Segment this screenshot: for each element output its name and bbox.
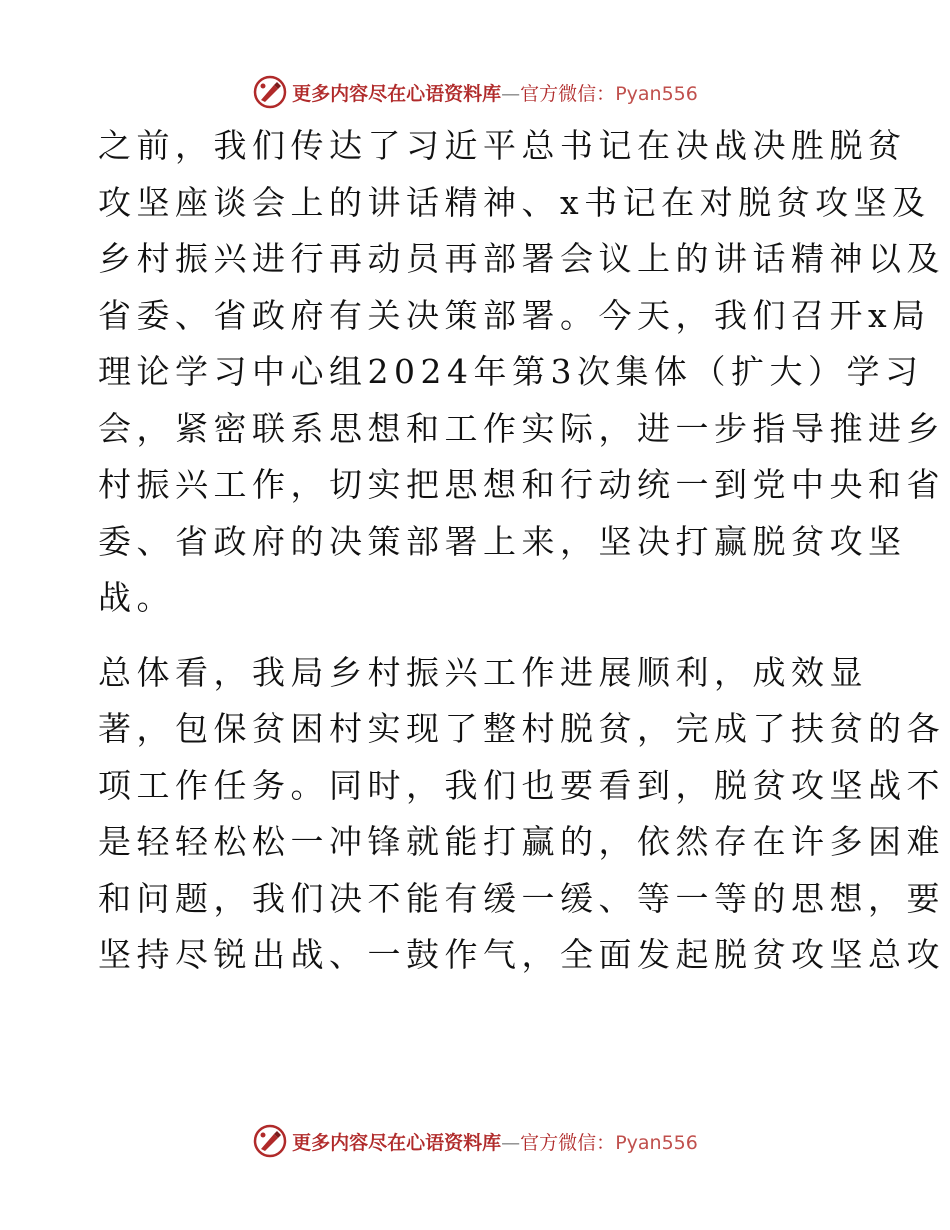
text-line: 委、省政府的决策部署上来，坚决打赢脱贫攻坚 [98, 521, 907, 561]
text-line: 项工作任务。同时，我们也要看到，脱贫攻坚战不 [98, 765, 945, 805]
text-line: 总体看，我局乡村振兴工作进展顺利，成效显 [98, 652, 868, 692]
text-line: 村振兴工作，切实把思想和行动统一到党中央和省 [98, 465, 945, 504]
text-line: 和问题，我们决不能有缓一缓、等一等的思想，要 [98, 878, 945, 918]
text-line: 著，包保贫困村实现了整村脱贫，完成了扶贫的各 [98, 709, 945, 748]
header-banner-text [292, 79, 698, 106]
text-line: 是轻轻松松一冲锋就能打赢的，依然存在许多困难 [98, 822, 945, 861]
footer-wechat-label: 官方微信： [520, 1131, 616, 1154]
brand-logo-icon [252, 1123, 288, 1159]
text-line: 坚持尽锐出战、一鼓作气，全面发起脱贫攻坚总攻 [98, 935, 945, 974]
header-brand-text: 更多内容尽在心语资料库 [292, 82, 502, 105]
text-line: 之前，我们传达了习近平总书记在决战决胜脱贫 [98, 126, 907, 165]
paragraph-1 [98, 118, 945, 627]
brand-logo-icon [252, 74, 288, 110]
header-wechat-id: Pyan556 [615, 82, 698, 105]
text-line: 战。 [98, 578, 175, 617]
text-line: 省委、省政府有关决策部署。今天，我们召开x局 [98, 295, 931, 335]
footer-banner-text [292, 1128, 698, 1155]
footer-separator: — [501, 1131, 521, 1154]
footer-banner [0, 1121, 950, 1161]
header-banner [0, 72, 950, 112]
header-wechat-label: 官方微信： [520, 82, 616, 105]
header-separator: — [501, 82, 521, 105]
paragraph-2 [98, 645, 945, 984]
text-line: 乡村振兴进行再动员再部署会议上的讲话精神以及 [98, 239, 945, 278]
text-line: 会，紧密联系思想和工作实际，进一步指导推进乡 [98, 408, 945, 448]
footer-brand-text: 更多内容尽在心语资料库 [292, 1131, 502, 1154]
footer-wechat-id: Pyan556 [615, 1131, 698, 1154]
text-line: 理论学习中心组2024年第3次集体（扩大）学习 [98, 352, 924, 391]
document-body [98, 118, 945, 984]
text-line: 攻坚座谈会上的讲话精神、x书记在对脱贫攻坚及 [98, 182, 931, 222]
